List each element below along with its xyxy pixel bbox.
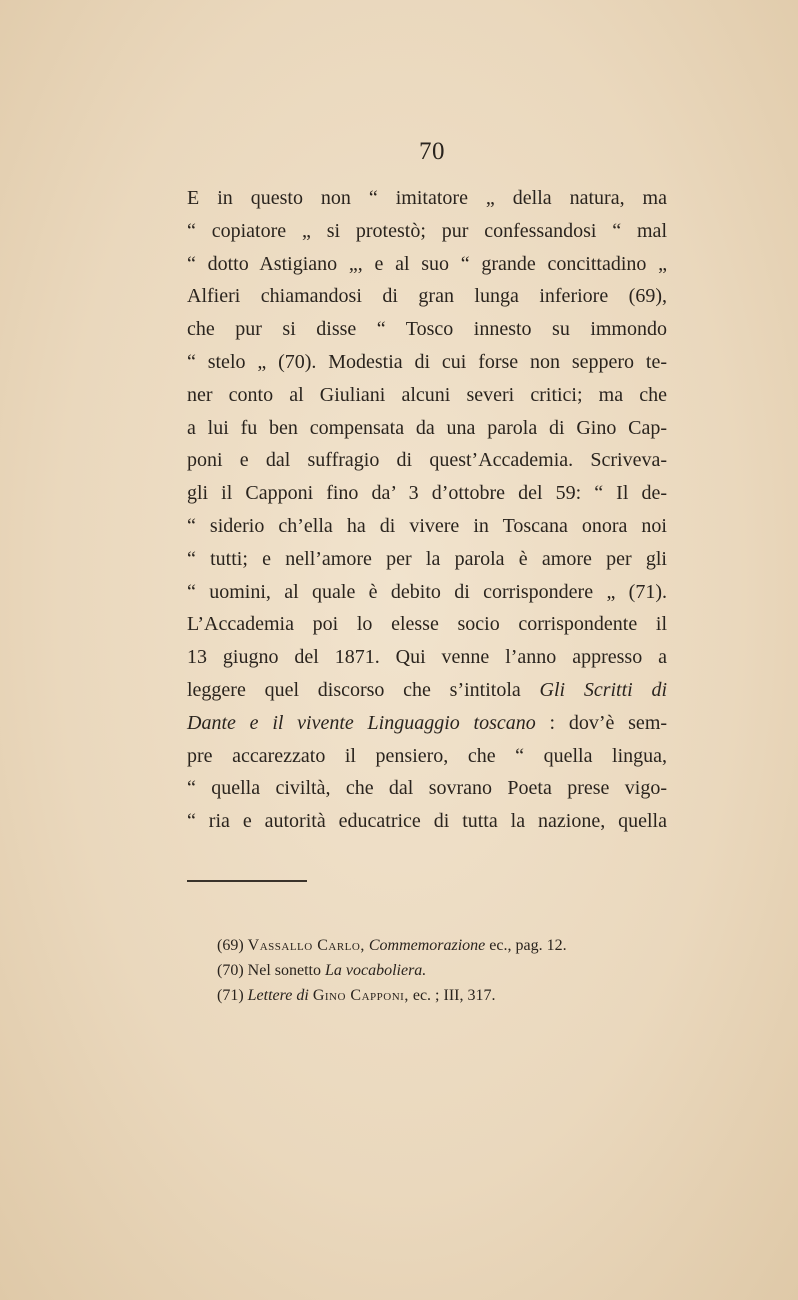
footnote-text: ec., pag. 12.: [489, 937, 567, 954]
italic-title: il vivente Linguaggio toscano: [272, 711, 536, 734]
text-segment: leggere quel discorso che s’intitola: [187, 678, 521, 701]
italic-title: Dante: [187, 711, 236, 734]
text-line: a lui fu ben compensata da una parola di Gino Cap-: [187, 416, 667, 439]
footnote-69: [217, 933, 677, 958]
text-segment: : dov’è sem-: [549, 711, 668, 734]
text-line: pre accarezzato il pensiero, che “ quella lingua,: [187, 744, 667, 767]
footnote-text: Nel sonetto: [247, 962, 321, 979]
text-line: ner conto al Giuliani alcuni severi critici; ma che: [187, 383, 667, 406]
body-text: [187, 182, 667, 838]
text-line: “ siderio ch’ella ha di vivere in Toscana onora noi: [187, 514, 667, 537]
text-line: “ tutti; e nell’amore per la parola è amore per gli: [187, 547, 667, 570]
text-line: [187, 674, 667, 707]
text-line: L’Accademia poi lo elesse socio corrispondente il: [187, 613, 667, 636]
footnote-author: Gino Capponi,: [312, 987, 409, 1004]
footnote-title: La vocaboliera.: [324, 962, 427, 979]
text-line: Alfieri chiamandosi di gran lunga inferiore (69),: [187, 285, 667, 308]
footnote-number: (69): [217, 937, 244, 954]
footnote-text: ec. ; III, 317.: [412, 987, 496, 1004]
footnotes: [217, 933, 677, 1008]
text-line: [187, 707, 667, 740]
footnote-number: (71): [217, 987, 244, 1004]
page-number: 70: [419, 138, 445, 165]
text-line: “ ria e autorità educatrice di tutta la nazione, quella: [187, 810, 667, 833]
text-line: 13 giugno del 1871. Qui venne l’anno appresso a: [187, 646, 667, 669]
text-line: che pur si disse “ Tosco innesto su immondo: [187, 318, 667, 341]
text-line: “ dotto Astigiano „, e al suo “ grande concittadino „: [187, 252, 667, 275]
text-line: “ copiatore „ si protestò; pur confessandosi “ mal: [187, 219, 667, 242]
text-line: E in questo non “ imitatore „ della natura, ma: [187, 187, 667, 209]
footnote-71: [217, 983, 677, 1008]
footnote-number: (70): [217, 962, 244, 979]
text-line: poni e dal suffragio di quest’Accademia. Scriveva-: [187, 449, 667, 472]
text-line: gli il Capponi fino da’ 3 d’ottobre del 59: “ Il de-: [187, 482, 667, 505]
text-line: “ stelo „ (70). Modestia di cui forse non seppero te-: [187, 350, 667, 373]
text-line: “ quella civiltà, che dal sovrano Poeta prese vigo-: [187, 777, 667, 800]
footnote-rule: [187, 880, 307, 882]
footnote-author: Vassallo Carlo,: [247, 937, 365, 954]
text-line: “ uomini, al quale è debito di corrispondere „ (71).: [187, 580, 667, 603]
italic-title: e: [249, 711, 259, 734]
italic-title: Gli Scritti di: [539, 678, 667, 701]
footnote-title: Lettere di: [247, 987, 309, 1004]
footnote-70: [217, 958, 677, 983]
footnote-title: Commemorazione: [368, 937, 486, 954]
